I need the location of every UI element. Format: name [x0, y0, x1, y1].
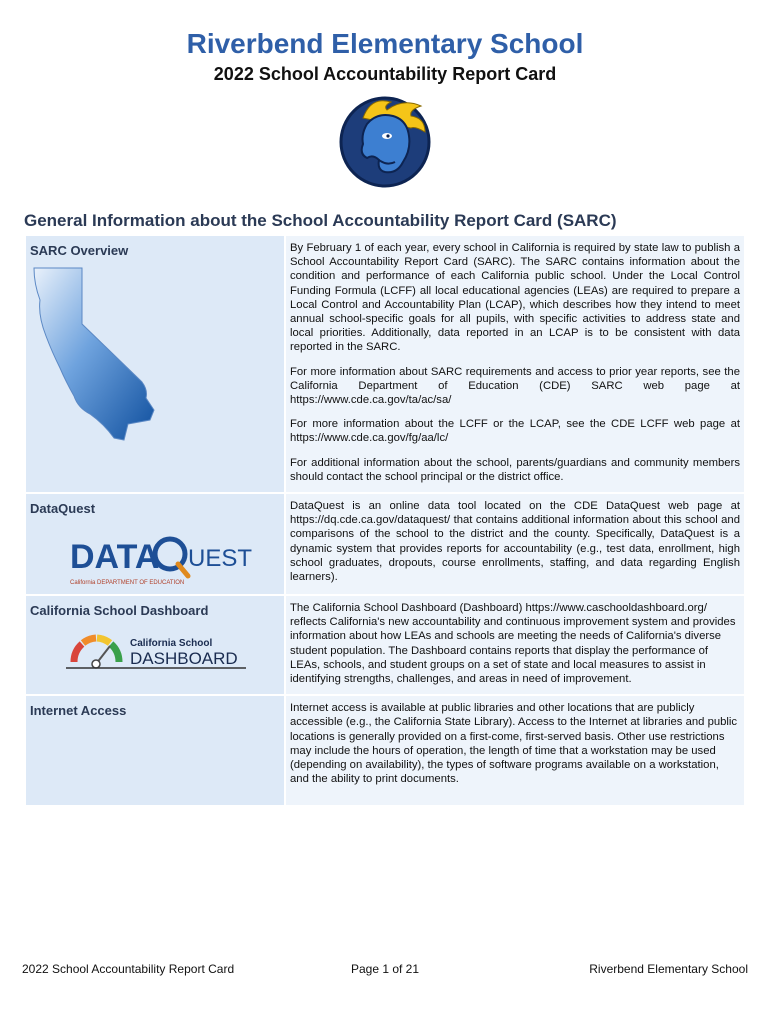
text-cell-dashboard	[286, 596, 744, 694]
row-label-sarc-overview: SARC Overview	[30, 243, 129, 258]
text-cell-internet-access	[286, 696, 744, 805]
dataquest-paragraph: DataQuest is an online data tool located on the CDE DataQuest web page at https://dq.cde.ca.gov/dataquest/ that contains additional information about this school and comparisons of the school to the district and the county. Specifically, DataQuest is a dynamic system that provides reports for accountability (e.g., test data, enrollment, high school graduates, dropouts, course enrollments, staffing, and data regarding English learners).	[290, 500, 740, 584]
row-label-dashboard: California School Dashboard	[30, 603, 209, 619]
sarc-info-table	[24, 234, 746, 807]
report-title: 2022 School Accountability Report Card	[213, 64, 557, 84]
table-row-dataquest	[26, 494, 744, 594]
row-label-internet-access: Internet Access	[30, 703, 127, 719]
footer-page-number: Page 1 of 21	[350, 962, 420, 976]
sarc-overview-paragraph: For more information about SARC requirements and access to prior year reports, see the California Department of Education (CDE) SARC web page at https://www.cde.ca.gov/ta/ac/sa/	[290, 365, 740, 407]
table-row-sarc-overview	[26, 236, 744, 492]
text-cell-dataquest	[286, 494, 744, 594]
section-heading-general-info: General Information about the School Accountability Report Card (SARC)	[24, 211, 617, 230]
dataquest-logo-text-b: UEST	[188, 545, 253, 573]
sarc-overview-paragraph: For additional information about the school, parents/guardians and community members should contact the school principal or the district office.	[290, 456, 740, 483]
school-name-title: Riverbend Elementary School	[186, 28, 584, 59]
footer-report-title: 2022 School Accountability Report Card	[22, 962, 235, 976]
school-mascot-logo	[333, 88, 437, 192]
row-label-dataquest: DataQuest	[30, 501, 96, 517]
footer-school-name: Riverbend Elementary School	[589, 962, 748, 976]
label-cell-dataquest	[26, 494, 284, 594]
sarc-overview-paragraph: For more information about the LCFF or the LCAP, see the CDE LCFF web page at https://www.cde.ca.gov/fg/aa/lc/	[290, 418, 740, 445]
text-cell-sarc-overview	[286, 236, 744, 492]
internet-access-paragraph: Internet access is available at public libraries and other locations that are publicly accessible (e.g., the California State Library). Access to the Internet at libraries and public locations is generally provided on a first-come, first-served basis. Other use restrictions may include the hours of operation, the length of time that a workstation may be used (depending on availability), the types of software programs available on a workstation, and the ability to print documents.	[290, 702, 738, 786]
dataquest-logo	[70, 532, 253, 588]
dashboard-logo-text-a: California School	[130, 638, 213, 650]
dataquest-logo-caption: California DEPARTMENT OF EDUCATION	[70, 580, 185, 587]
label-cell-sarc-overview	[26, 236, 284, 492]
dashboard-logo-text-b: DASHBOARD	[130, 649, 238, 669]
california-map-icon	[30, 264, 170, 454]
table-row-dashboard	[26, 596, 744, 694]
california-school-dashboard-logo	[66, 628, 250, 672]
label-cell-dashboard	[26, 596, 284, 694]
sarc-overview-paragraph: By February 1 of each year, every school in California is required by state law to publish a School Accountability Report Card (SARC). The SARC contains information about the condition and performance of each California public school. Under the Local Control Funding Formula (LCFF) all local educational agencies (LEAs) are required to prepare a Local Control and Accountability Plan (LCAP), which describes how they intend to meet annual school-specific goals for all pupils, with specific activities to address state and local priorities. Additionally, data reported in an LCAP is to be consistent with data reported in the SARC.	[290, 242, 740, 354]
dataquest-logo-text-a: DATA	[70, 538, 160, 577]
table-row-internet-access	[26, 696, 744, 805]
label-cell-internet-access	[26, 696, 284, 805]
dashboard-paragraph: The California School Dashboard (Dashboard) https://www.caschooldashboard.org/ reflects California's new accountability and continuous improvement system and provides information about how LEAs and schools are meeting the needs of California's diverse student population. The Dashboard contains reports that display the performance of LEAs, schools, and student groups on a set of state and local measures to assist in identifying strengths, challenges, and areas in need of improvement.	[290, 602, 736, 686]
